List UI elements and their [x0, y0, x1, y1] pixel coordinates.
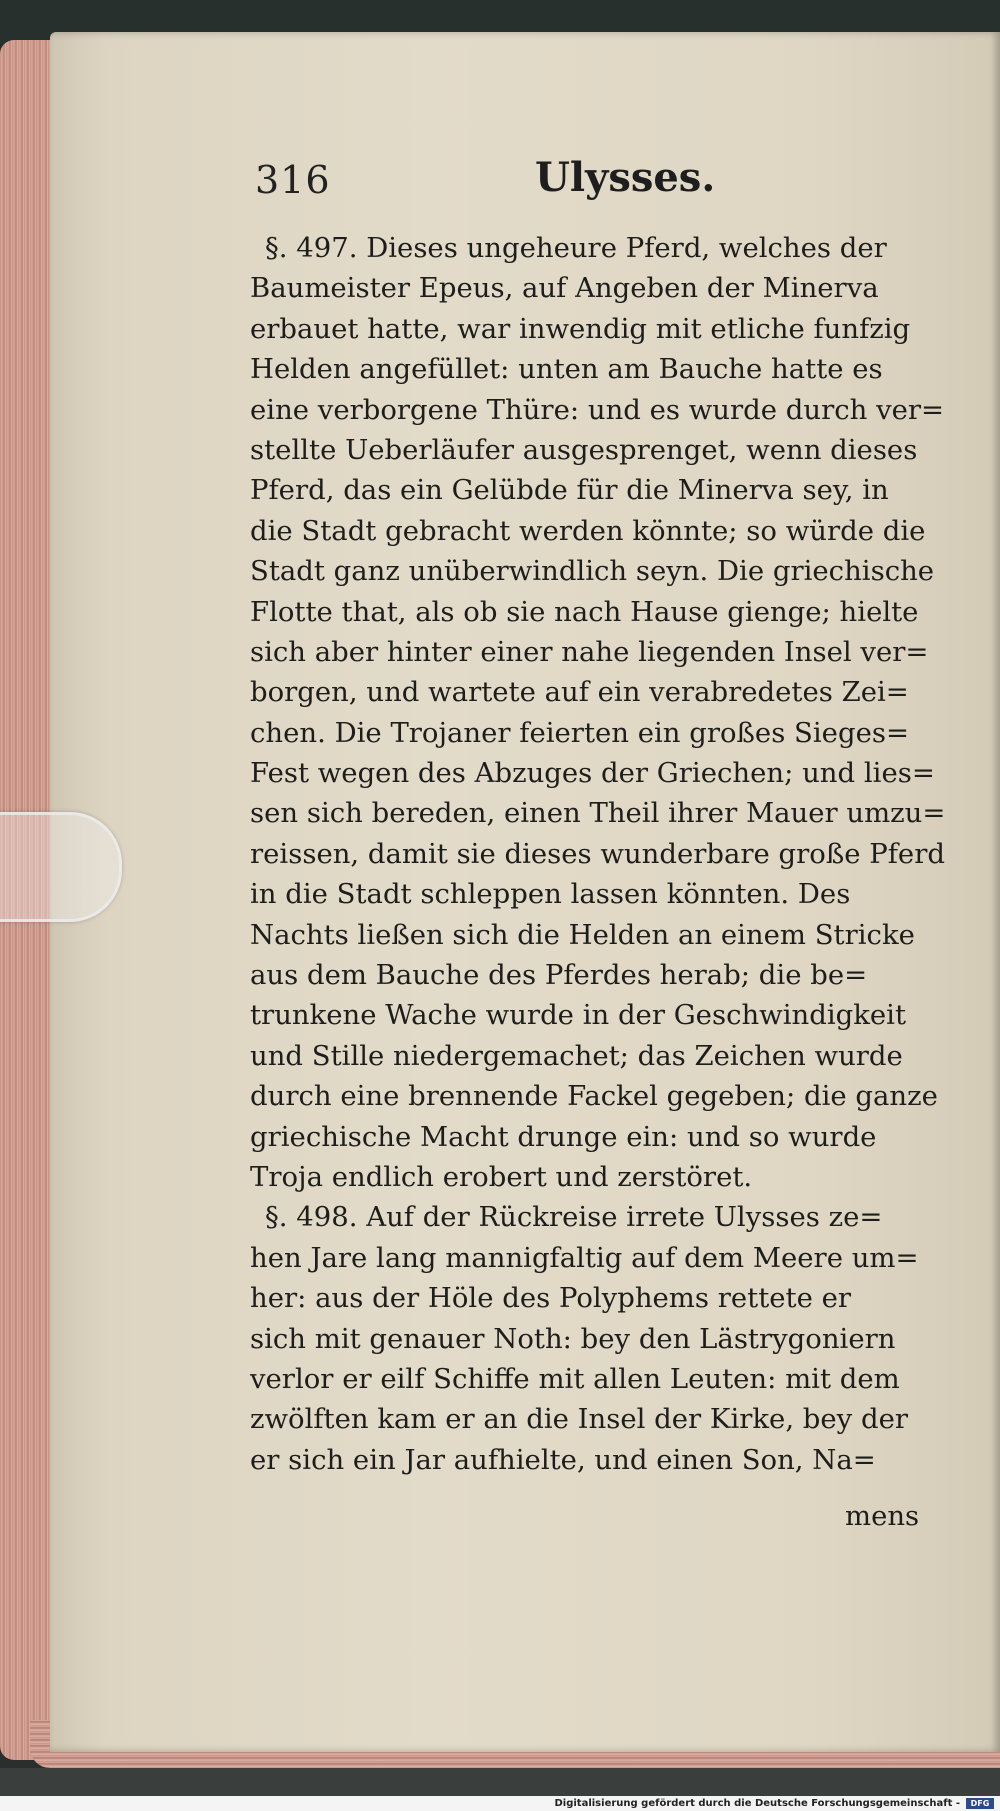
text-line: griechische Macht drunge ein: und so wurde — [250, 1120, 877, 1153]
text-line: Pferd, das ein Gelübde für die Minerva sey, in — [250, 474, 889, 507]
text-line: chen. Die Trojaner feierten ein großes Sieges= — [250, 716, 909, 749]
body-text — [250, 228, 950, 1480]
text-line: sen sich bereden, einen Theil ihrer Mauer umzu= — [250, 797, 946, 830]
text-line: §. 497. Dieses ungeheure Pferd, welches der — [265, 232, 887, 264]
text-line: sich aber hinter einer nahe liegenden Insel ver= — [250, 635, 929, 668]
text-line: Nachts ließen sich die Helden an einem Stricke — [250, 918, 915, 951]
text-line: in die Stadt schleppen lassen könnten. Des — [250, 878, 851, 911]
text-line: her: aus der Höle des Polyphems rettete er — [250, 1282, 852, 1315]
text-line: Fest wegen des Abzuges der Griechen; und lies= — [250, 757, 935, 790]
text-line: §. 498. Auf der Rückreise irrete Ulysses ze= — [265, 1201, 883, 1234]
text-line: die Stadt gebracht werden könnte; so würde die — [250, 514, 926, 547]
text-line: Baumeister Epeus, auf Angeben der Minerva — [250, 272, 879, 305]
text-line: und Stille niedergemachet; das Zeichen wurde — [250, 1039, 903, 1072]
text-line: durch eine brennende Fackel gegeben; die ganze — [250, 1080, 938, 1113]
text-line: eine verborgene Thüre: und es wurde durch ver= — [250, 393, 945, 426]
dfg-logo[interactable]: DFG — [966, 1798, 994, 1809]
footer-credit: Digitalisierung gefördert durch die Deutsche Forschungsgemeinschaft - — [554, 1798, 960, 1809]
text-line: trunkene Wache wurde in der Geschwindigkeit — [250, 999, 907, 1032]
text-line: zwölften kam er an die Insel der Kirke, bey der — [250, 1403, 908, 1436]
running-head: Ulysses. — [535, 154, 716, 201]
text-line: stellte Ueberläufer ausgesprenget, wenn dieses — [250, 433, 918, 466]
page-number: 316 — [255, 158, 331, 202]
text-line: verlor er eilf Schiffe mit allen Leuten: mit dem — [250, 1362, 900, 1395]
text-line: Flotte that, als ob sie nach Hause gienge; hielte — [250, 595, 919, 628]
text-line: Helden angefüllet: unten am Bauche hatte es — [250, 353, 883, 386]
text-line: reissen, damit sie dieses wunderbare große Pferd — [250, 837, 945, 870]
catchword: mens — [845, 1500, 920, 1532]
page-clip — [0, 812, 122, 922]
text-line: erbauet hatte, war inwendig mit etliche funfzig — [250, 312, 911, 345]
text-line: aus dem Bauche des Pferdes herab; die be= — [250, 959, 868, 992]
text-line: Troja endlich erobert und zerstöret. — [250, 1160, 753, 1193]
text-line: er sich ein Jar aufhielte, und einen Son, Na= — [250, 1443, 876, 1476]
text-line: Stadt ganz unüberwindlich seyn. Die griechische — [250, 555, 935, 588]
backdrop-bottom — [0, 1768, 1000, 1796]
text-line: borgen, und wartete auf ein verabredetes Zei= — [250, 676, 909, 709]
text-line: hen Jare lang mannigfaltig auf dem Meere um= — [250, 1241, 919, 1274]
footer-bar — [0, 1796, 1000, 1811]
text-line: sich mit genauer Noth: bey den Lästrygoniern — [250, 1322, 896, 1355]
